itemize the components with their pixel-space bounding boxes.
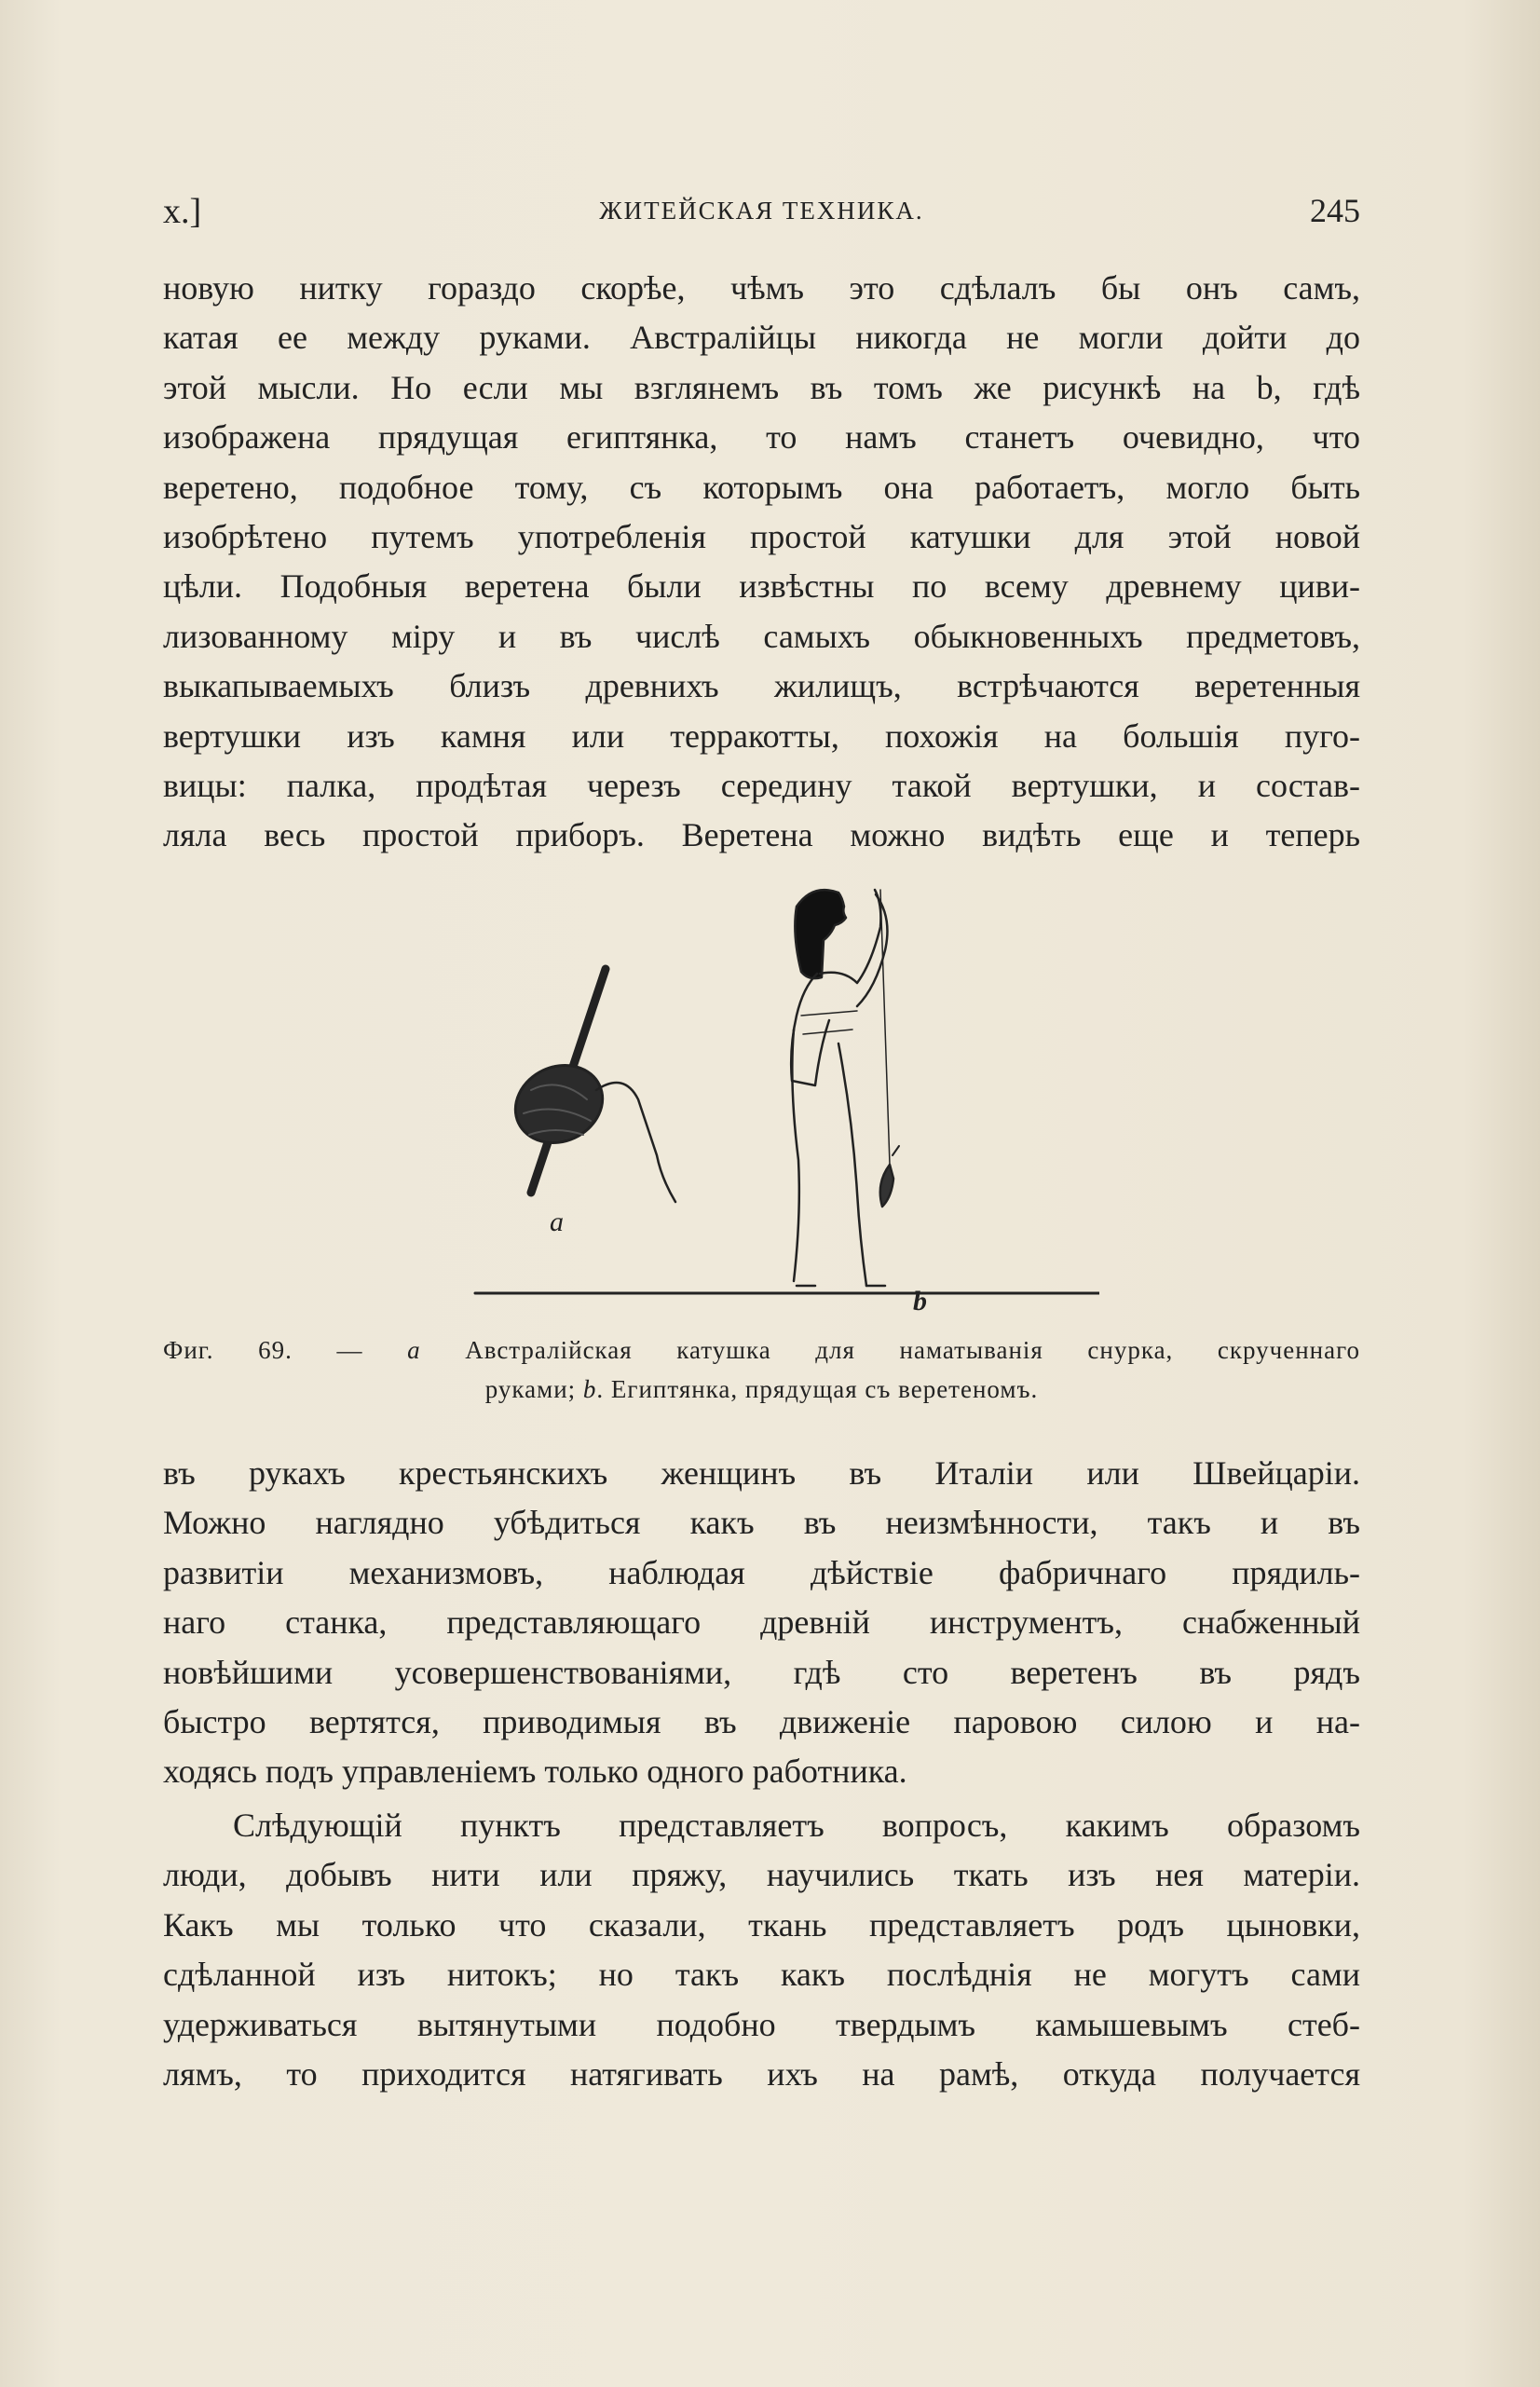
- text-line: изобрѣтено путемъ употребленія простой катушки для этой новой: [163, 517, 1360, 555]
- figure-label-b: b: [913, 1286, 927, 1316]
- text-line: ходясь подъ управленіемъ только одного работника.: [163, 1753, 907, 1791]
- running-title: ЖИТЕЙСКАЯ ТЕХНИКА.: [599, 197, 924, 225]
- text-line: быстро вертятся, приводимыя въ движеніе паровою силою и на-: [163, 1702, 1360, 1740]
- text-line: вицы: палка, продѣтая черезъ середину такой вертушки, и состав-: [163, 766, 1360, 804]
- page-number: 245: [1310, 192, 1360, 229]
- text-line: веретено, подобное тому, съ которымъ она работаетъ, могло быть: [163, 468, 1360, 506]
- paragraph-1: [163, 264, 1360, 861]
- text-line: удерживаться вытянутыми подобно твердымъ камышевымъ стеб-: [163, 2005, 1360, 2043]
- text-line: ляла весь простой приборъ. Веретена можно видѣть еще и теперь: [163, 816, 1360, 854]
- running-header: [163, 191, 1360, 238]
- text-line: сдѣланной изъ нитокъ; но такъ какъ послѣднія не могутъ сами: [163, 1956, 1360, 1994]
- text-line: новую нитку гораздо скорѣе, чѣмъ это сдѣлалъ бы онъ самъ,: [163, 269, 1360, 307]
- text-line: люди, добывъ нити или пряжу, научились ткать изъ нея матеріи.: [163, 1856, 1360, 1894]
- text-line: цѣли. Подобныя веретена были извѣстны по всему древнему циви-: [163, 567, 1360, 606]
- figure-caption: [163, 1330, 1360, 1409]
- figure-69: [466, 857, 1099, 1316]
- text-line: новѣйшими усовершенствованіями, гдѣ сто веретенъ въ рядъ: [163, 1653, 1360, 1691]
- caption-line-1: Фиг. 69. — a Австралійская катушка для наматыванія снурка, скрученнаго: [163, 1336, 1360, 1364]
- chapter-marker: x.]: [163, 192, 202, 231]
- text-line: вертушки изъ камня или терракотты, похожія на большія пуго-: [163, 716, 1360, 755]
- text-line: Какъ мы только что сказали, ткань представляетъ родъ цыновки,: [163, 1905, 1360, 1944]
- australian-reel-drawing: [503, 969, 675, 1202]
- text-line: изображена прядущая египтянка, то намъ станетъ очевидно, что: [163, 418, 1360, 457]
- text-line: наго станка, представляющаго древній инструментъ, снабженный: [163, 1603, 1360, 1642]
- text-line: этой мысли. Но если мы взглянемъ въ томъ же рисункѣ на b, гдѣ: [163, 368, 1360, 406]
- caption-line-2: руками; b. Египтянка, прядущая съ веретеномъ.: [484, 1375, 1039, 1403]
- text-line: развитіи механизмовъ, наблюдая дѣйствіе фабричнаго прядиль-: [163, 1553, 1360, 1591]
- text-line: выкапываемыхъ близъ древнихъ жилищъ, встрѣчаются веретенныя: [163, 667, 1360, 705]
- text-line: лямъ, то приходится натягивать ихъ на рамѣ, откуда получается: [163, 2054, 1360, 2093]
- text-line: въ рукахъ крестьянскихъ женщинъ въ Италіи или Швейцаріи.: [163, 1454, 1360, 1492]
- text-line: катая ее между руками. Австралійцы никогда не могли дойти до: [163, 319, 1360, 357]
- text-line: лизованному міру и въ числѣ самыхъ обыкновенныхъ предметовъ,: [163, 617, 1360, 655]
- figure-label-a: a: [550, 1207, 564, 1237]
- text-line: Слѣдующій пунктъ представляетъ вопросъ, какимъ образомъ: [233, 1807, 1360, 1844]
- paragraph-3: [163, 1801, 1360, 2099]
- text-line: Можно наглядно убѣдиться какъ въ неизмѣнности, такъ и въ: [163, 1504, 1360, 1542]
- paragraph-2: [163, 1449, 1360, 1797]
